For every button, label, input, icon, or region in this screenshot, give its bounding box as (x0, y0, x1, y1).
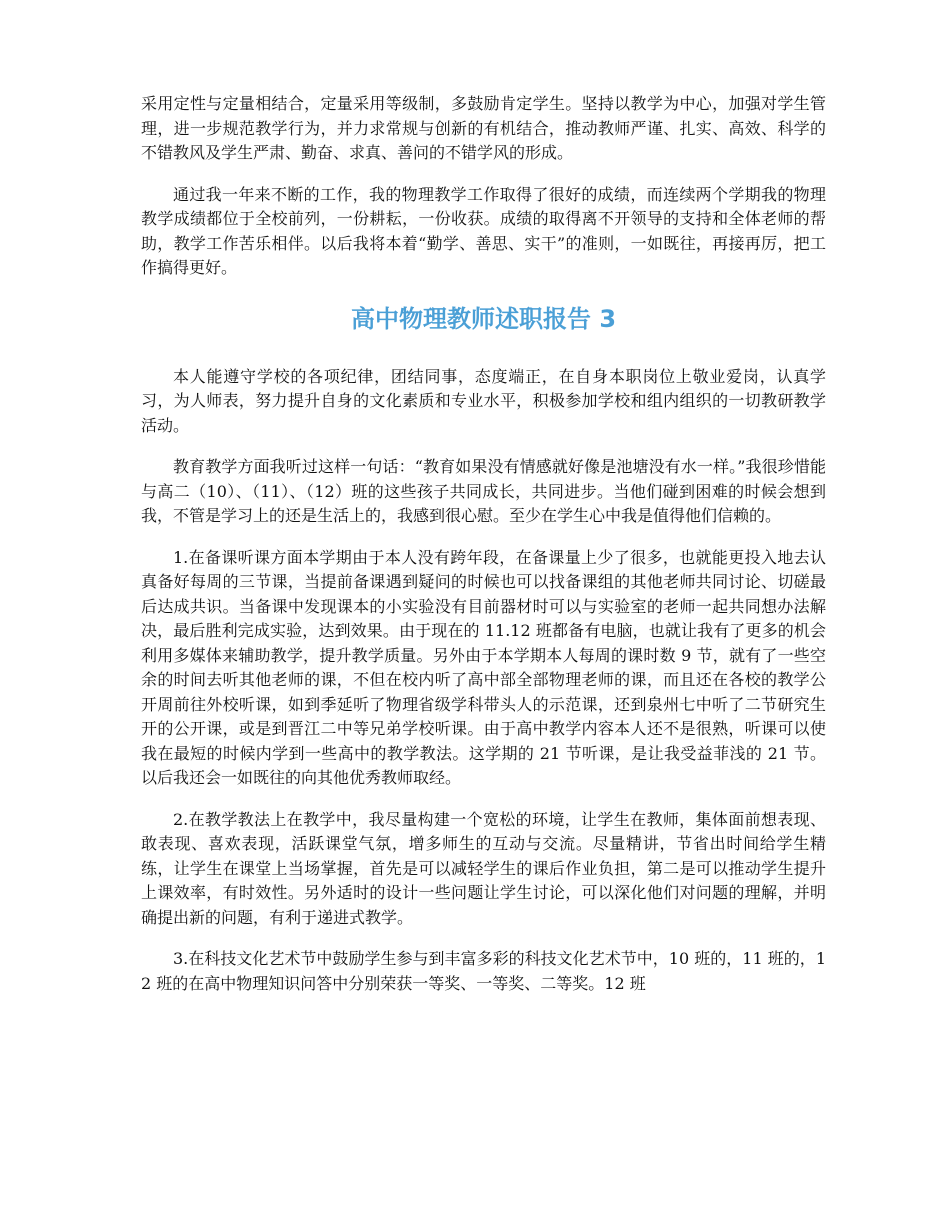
paragraph-lesson-preparation: 1.在备课听课方面本学期由于本人没有跨年段，在备课量上少了很多，也就能更投入地去认真备好每周的三节课，当提前备课遇到疑问的时候也可以找备课组的其他老师共同讨论、切磋最后达成共识。当备课中发现课本的小实验没有目前器材时可以与实验室的老师一起共同想办法解决，最后胜利完成实验，达到效果。由于现在的 11.12 班都备有电脑，也就让我有了更多的机会利用多媒体来辅助教学，提升教学质量。另外由于本学期本人每周的课时数 9 节，就有了一些空余的时间去听其他老师的课，不但在校内听了高中部全部物理老师的课，而且还在各校的教学公开周前往外校听课，如到季延听了物理省级学科带头人的示范课，还到泉州七中听了二节研究生开的公开课，或是到晋江二中等兄弟学校听课。由于高中教学内容本人还不是很熟，听课可以使我在最短的时候内学到一些高中的教学教法。这学期的 21 节听课，是让我受益菲浅的 21 节。以后我还会一如既往的向其他优秀教师取经。 (141, 547, 826, 787)
paragraph-teaching-principles: 采用定性与定量相结合，定量采用等级制，多鼓励肯定学生。坚持以教学为中心，加强对学生管理，进一步规范教学行为，并力求常规与创新的有机结合，推动教师严谨、扎实、高效、科学的不错教风及学生严肃、勤奋、求真、善问的不错学风的形成。 (141, 94, 826, 162)
paragraph-discipline: 本人能遵守学校的各项纪律，团结同事，态度端正，在自身本职岗位上敬业爱岗，认真学习，为人师表，努力提升自身的文化素质和专业水平，积极参加学校和组内组织的一切教研教学活动。 (141, 366, 826, 435)
section-heading: 高中物理教师述职报告 3 (350, 304, 617, 333)
paragraph-achievements: 通过我一年来不断的工作，我的物理教学工作取得了很好的成绩，而连续两个学期我的物理教学成绩都位于全校前列，一份耕耘，一份收获。成绩的取得离不开领导的支持和全体老师的帮助，教学工作苦乐相伴。以后我将本着“勤学、善思、实干”的准则，一如既往，再接再厉，把工作搞得更好。 (141, 184, 826, 277)
paragraph-science-festival: 3.在科技文化艺术节中鼓励学生参与到丰富多彩的科技文化艺术节中，10 班的，11 班的，12 班的在高中物理知识问答中分别荣获一等奖、一等奖、二等奖。12 班 (141, 949, 826, 993)
document-page (141, 92, 826, 1013)
paragraph-emotional-education: 教育教学方面我听过这样一句话：“教育如果没有情感就好像是池塘没有水一样。”我很珍惜能与高二（10）、（11）、（12）班的这些孩子共同成长，共同进步。当他们碰到困难的时候会想到我，不管是学习上的还是生活上的，我感到很心慰。至少在学生心中我是值得他们信赖的。 (141, 457, 826, 525)
paragraph-teaching-methods: 2.在教学教法上在教学中，我尽量构建一个宽松的环境，让学生在教师，集体面前想表现、敢表现、喜欢表现，活跃课堂气氛，增多师生的互动与交流。尽量精讲，节省出时间给学生精练，让学生在课堂上当场掌握，首先是可以减轻学生的课后作业负担，第二是可以推动学生提升上课效率，有时效性。另外适时的设计一些问题让学生讨论，可以深化他们对问题的理解，并明确提出新的问题，有利于递进式教学。 (141, 809, 826, 927)
